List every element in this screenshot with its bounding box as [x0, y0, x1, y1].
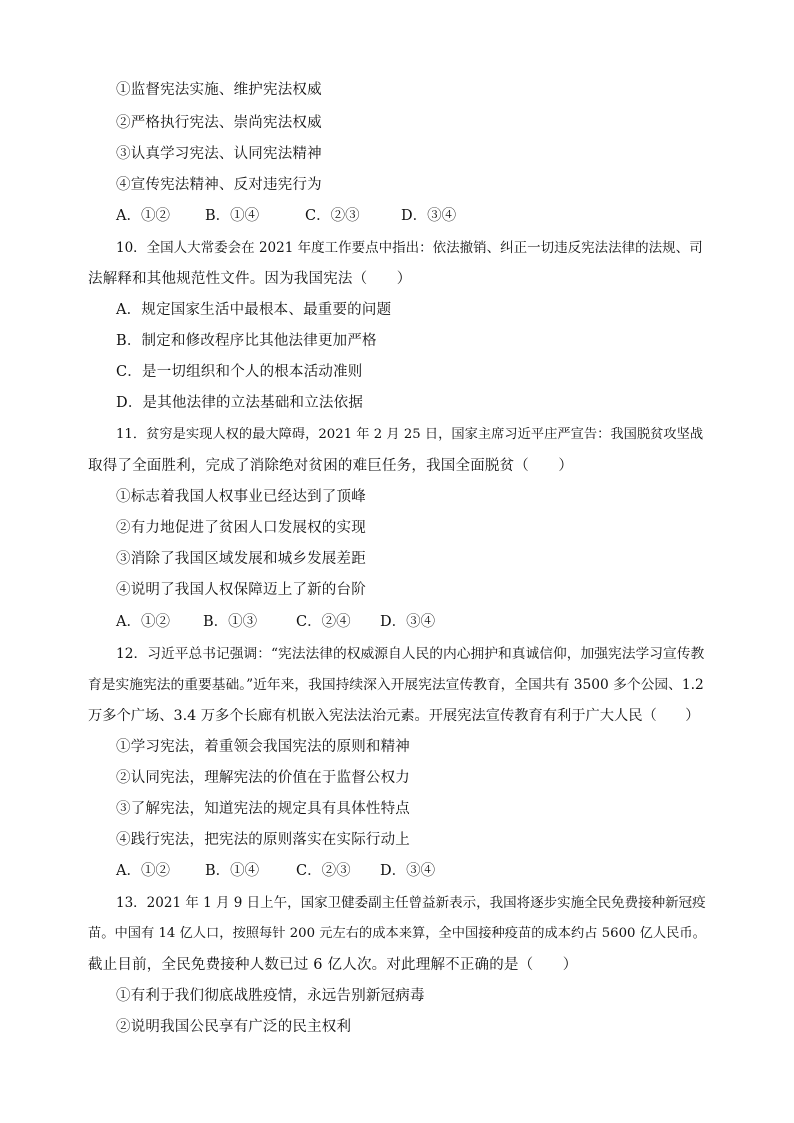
q12-option-d: D．③④: [380, 863, 436, 879]
q10-stem-line-2: 法解释和其他规范性文件。因为我国宪法（ ）: [88, 271, 412, 287]
q13-stem-line-3: 截止目前，全民免费接种人数已过 6 亿人次。对此理解不正确的是（ ）: [88, 957, 578, 973]
q9-option-b: B．①④: [205, 208, 260, 224]
q9-option-a: A．①②: [116, 208, 170, 224]
q13-stem-line-1: 13．2021 年 1 月 9 日上午，国家卫健委副主任曾益新表示，我国将逐步实施全民免费接种新冠疫: [116, 895, 706, 911]
q11-option-b: B．①③: [203, 614, 258, 630]
q11-item-1: ①标志着我国人权事业已经达到了顶峰: [116, 489, 366, 505]
q9-item-1: ①监督宪法实施、维护宪法权威: [116, 82, 322, 98]
q12-item-4: ④践行宪法，把宪法的原则落实在实际行动上: [116, 832, 410, 848]
q10-choice-a: A．规定国家生活中最根本、最重要的问题: [116, 302, 392, 318]
q11-item-4: ④说明了我国人权保障迈上了新的台阶: [116, 582, 366, 598]
q9-option-d: D．③④: [401, 208, 457, 224]
q9-item-2: ②严格执行宪法、崇尚宪法权威: [116, 115, 322, 131]
q12-item-1: ①学习宪法，着重领会我国宪法的原则和精神: [116, 739, 410, 755]
q11-item-3: ③消除了我国区域发展和城乡发展差距: [116, 551, 366, 567]
q9-option-c: C．②③: [305, 208, 360, 224]
q12-stem-line-3: 万多个广场、3.4 万多个长廊有机嵌入宪法法治元素。开展宪法宣传教育有利于广大人民（ ）: [88, 708, 700, 724]
q13-item-2: ②说明我国公民享有广泛的民主权利: [116, 1019, 352, 1035]
q12-stem-line-2: 育是实施宪法的重要基础。”近年来，我国持续深入开展宪法宣传教育，全国共有 3500 多个公园、1.2: [88, 677, 704, 693]
q13-stem-line-2: 苗。中国有 14 亿人口，按照每针 200 元左右的成本来算，全中国接种疫苗的成本约占 5600 亿人民币。: [88, 926, 706, 941]
q11-option-a: A．①②: [116, 614, 170, 630]
q11-option-d: D．③④: [380, 614, 436, 630]
q11-stem-line-1: 11．贫穷是实现人权的最大障碍，2021 年 2 月 25 日，国家主席习近平庄严宣告：我国脱贫攻坚战: [116, 427, 704, 442]
q11-item-2: ②有力地促进了贫困人口发展权的实现: [116, 520, 366, 536]
q11-option-c: C．②④: [296, 614, 351, 630]
q10-stem-line-1: 10．全国人大常委会在 2021 年度工作要点中指出：依法撤销、纠正一切违反宪法法律的法规、司: [116, 240, 703, 256]
q12-item-2: ②认同宪法，理解宪法的价值在于监督公权力: [116, 770, 410, 786]
q11-stem-line-2: 取得了全面胜利，完成了消除绝对贫困的难巨任务，我国全面脱贫（ ）: [88, 458, 574, 474]
q10-choice-b: B．制定和修改程序比其他法律更加严格: [116, 333, 377, 349]
q12-option-c: C．②③: [296, 863, 351, 879]
q12-option-a: A．①②: [116, 863, 170, 879]
q12-item-3: ③了解宪法，知道宪法的规定具有具体性特点: [116, 801, 410, 817]
q10-choice-d: D．是其他法律的立法基础和立法依据: [116, 395, 364, 411]
q9-item-4: ④宣传宪法精神、反对违宪行为: [116, 177, 322, 193]
q9-item-3: ③认真学习宪法、认同宪法精神: [116, 146, 322, 162]
q10-choice-c: C．是一切组织和个人的根本活动准则: [116, 364, 363, 380]
q12-stem-line-1: 12．习近平总书记强调：“宪法法律的权威源自人民的内心拥护和真诚信仰，加强宪法学习宣传教: [116, 646, 705, 662]
q12-option-b: B．①④: [205, 863, 260, 879]
q13-item-1: ①有利于我们彻底战胜疫情，永远告别新冠病毒: [116, 988, 425, 1004]
